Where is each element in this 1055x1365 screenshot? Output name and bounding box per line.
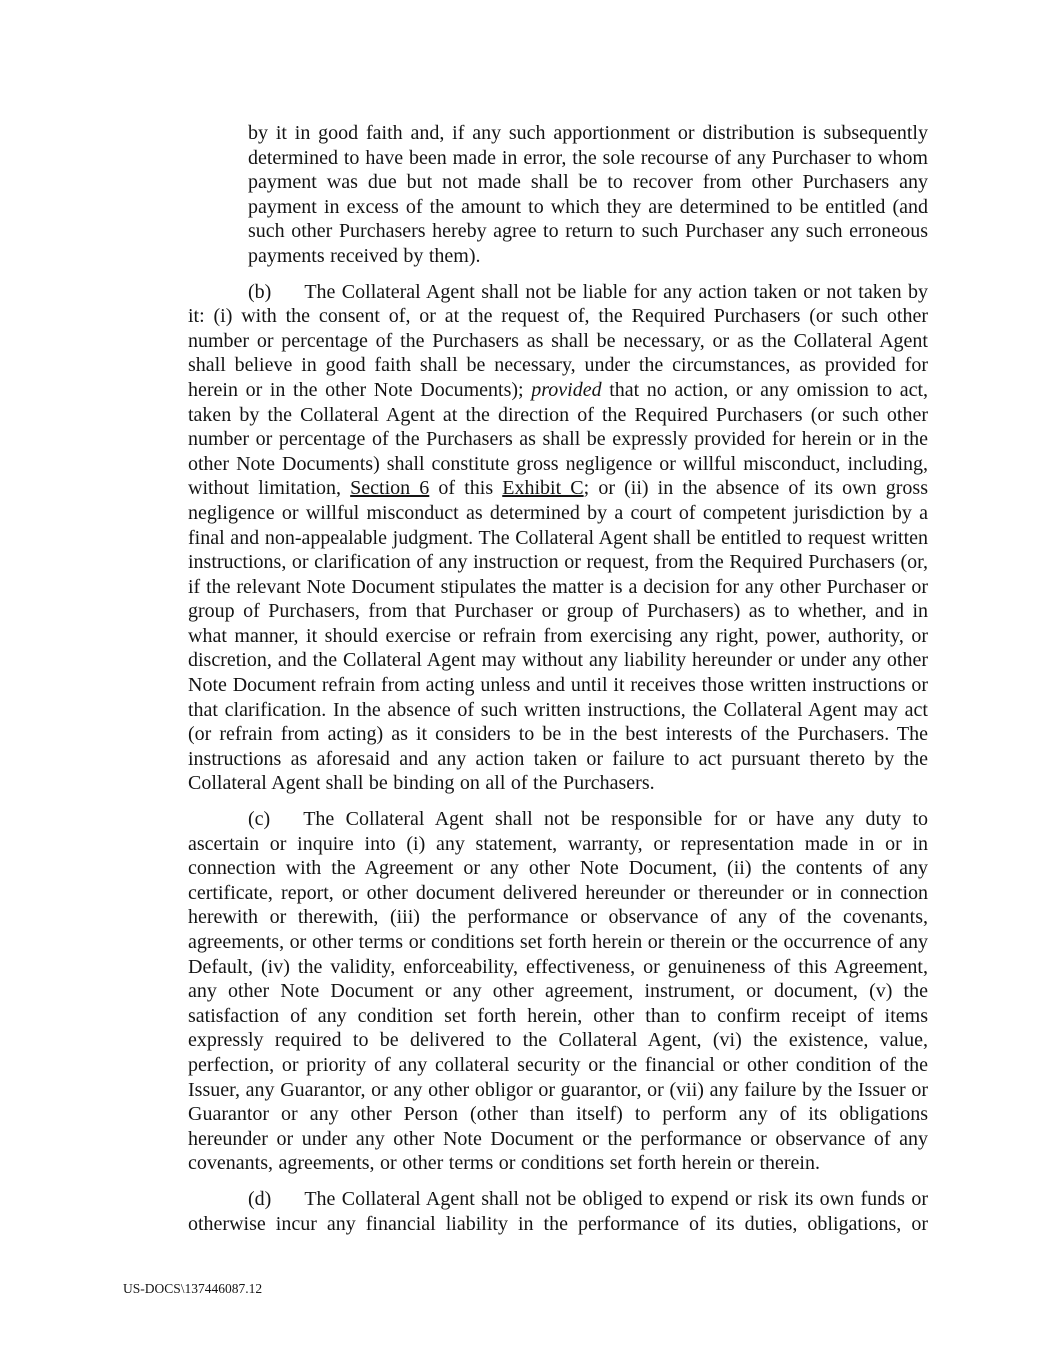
paragraph-text: The Collateral Agent shall not be responsible for or have any duty to ascertain or inquire into (i) any statement, warranty, or representation made in or in connection with the Agreement or any other Note Document, (ii) the contents of any certificate, report, or other document delivered hereunder or thereunder or in connection herewith or therewith, (iii) the performance or observance of any of the covenants, agreements, or other terms or conditions set forth herein or therein or the occurrence of any Default, (iv) the validity, enforceability, effectiveness, or genuineness of this Agreement, any other Note Document or any other agreement, instrument, or document, (v) the satisfaction of any condition set forth herein, other than to confirm receipt of items expressly required to be delivered to the Collateral Agent, (vi) the existence, value, perfection, or priority of any collateral security or the financial or other condition of the Issuer, any Guarantor, or any other obligor or guarantor, or (vii) any failure by the Issuer or Guarantor or any other Person (other than itself) to perform any of its obligations hereunder or under any other Note Document or the performance or observance of any covenants, agreements, or other terms or conditions set forth herein or therein. (188, 808, 928, 1175)
section-6-reference: Section 6 (350, 477, 430, 500)
paragraph-c (188, 807, 928, 1176)
exhibit-c-reference: Exhibit C (502, 477, 584, 500)
paragraph-a-continuation (248, 121, 928, 269)
paragraph-text: by it in good faith and, if any such apportionment or distribution is subsequently determined to have been made in error, the sole recourse of any Purchaser to whom payment was due but not made shall be to recover from other Purchasers any payment in excess of the amount to which they are determined to be entitled (and such other Purchasers hereby agree to return to such Purchaser any such erroneous payments received by them). (248, 122, 928, 267)
paragraph-label: (c) (248, 808, 271, 831)
paragraph-text: The Collateral Agent shall not be liable for any action taken or not taken by it: (i) with the consent of, or at the request of, the Required Purchasers (or such other number or percentage of the Purchasers as shall be necessary, or as the Collateral Agent shall believe in good faith shall be necessary, under the circumstances, as provided for herein or in the other Note Documents); (188, 280, 928, 401)
footer-doc-id: US-DOCS\137446087.12 (123, 1281, 263, 1296)
document-body (188, 121, 928, 1247)
paragraph-text: ; or (ii) in the absence of its own gross negligence or willful misconduct as determined by a court of competent jurisdiction by a final and non-appealable judgment. The Collateral Agent shall be entitled to request written instructions, or clarification of any instruction or request, from the Required Purchasers (or, if the relevant Note Document stipulates the matter is a decision for any other Purchaser or group of Purchasers, from that Purchaser or group of Purchasers) as to whether, and in what manner, it should exercise or refrain from exercising any right, power, authority, or discretion, and the Collateral Agent may without any liability hereunder or under any other Note Document refrain from acting unless and until it receives those written instructions or that clarification. In the absence of such written instructions, the Collateral Agent may act (or refrain from acting) as it considers to be in the best interests of the Purchasers. The instructions as aforesaid and any action taken or failure to act pursuant thereto by the Collateral Agent shall be binding on all of the Purchasers. (188, 477, 928, 795)
provided-italic-text: provided (531, 378, 602, 401)
paragraph-label: (d) (248, 1187, 272, 1210)
paragraph-text: The Collateral Agent shall not be obliged to expend or risk its own funds or otherwise incur any financial liability in the performance of its duties, obligations, or (188, 1187, 928, 1235)
paragraph-text: that no action, or any omission to act, taken by the Collateral Agent at the direction of the Required Purchasers (or such other number or percentage of the Purchasers as shall be expressly provided for herein or in the other Note Documents) shall constitute gross negligence or willful misconduct, including, without limitation, (188, 378, 929, 500)
paragraph-d (188, 1187, 928, 1236)
paragraph-text: of this (429, 477, 503, 500)
paragraph-label: (b) (248, 280, 272, 303)
paragraph-b (188, 280, 928, 796)
